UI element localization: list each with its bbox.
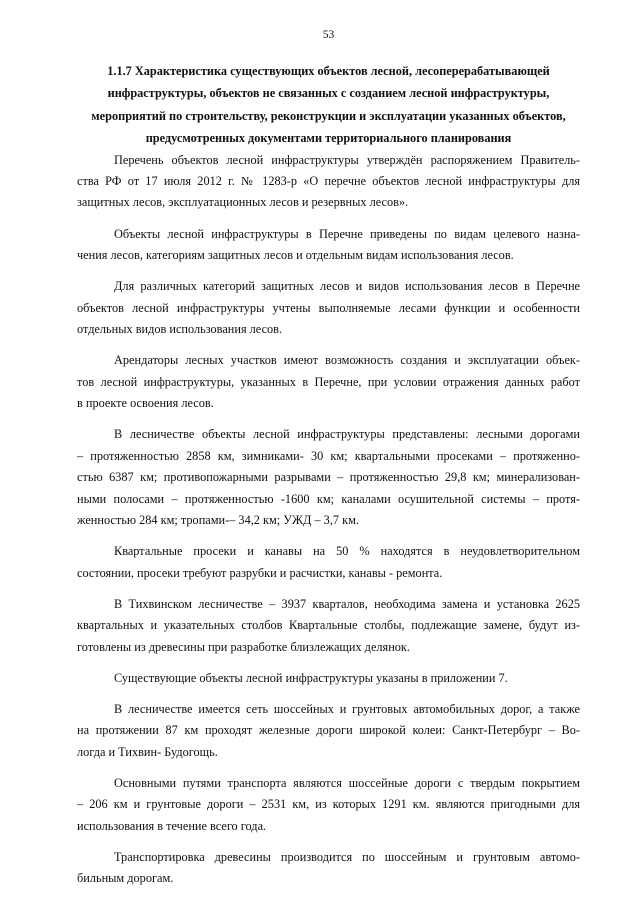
heading-line: предусмотренных документами территориального планирования <box>145 131 512 146</box>
heading-line: мероприятий по строительству, реконструкции и эксплуатации указанных объектов, <box>91 108 566 123</box>
paragraph <box>77 276 580 340</box>
page-number: 53 <box>322 29 335 41</box>
paragraph-line: защитных лесов, эксплуатационных лесов и резервных лесов». <box>77 195 409 210</box>
paragraph <box>77 699 580 763</box>
paragraph <box>77 668 580 689</box>
paragraph-line: ными полосами – протяженностью -1600 км; каналами осушительной системы – протя- <box>77 491 580 506</box>
paragraph-line: состоянии, просеки требуют разрубки и расчистки, канавы - ремонта. <box>77 565 443 580</box>
paragraph-line: В лесничестве имеется сеть шоссейных и грунтовых автомобильных дорог, а также <box>114 701 580 716</box>
paragraph-line: бильным дорогам. <box>77 871 174 886</box>
heading-line: 1.1.7 Характеристика существующих объектов лесной, лесоперерабатывающей <box>107 64 550 78</box>
paragraph-line: Арендаторы лесных участков имеют возможность создания и эксплуатации объек- <box>114 353 580 368</box>
paragraph-line: объектов лесной инфраструктуры учтены выполняемые лесами функции и особенности <box>77 300 580 315</box>
paragraph-line: на протяжении 87 км проходят железные дороги широкой колеи: Санкт-Петербург – Во- <box>77 723 580 738</box>
paragraph <box>77 847 580 890</box>
paragraph-line: Существующие объекты лесной инфраструктуры указаны в приложении 7. <box>114 670 508 685</box>
paragraph-line: логда и Тихвин- Будогощь. <box>77 744 218 759</box>
paragraph-line: использования в течение всего года. <box>77 818 267 833</box>
paragraph-line: Квартальные просеки и канавы на 50 % находятся в неудовлетворительном <box>114 544 580 559</box>
paragraph-line: Транспортировка древесины производится по шоссейным и грунтовым автомо- <box>114 849 580 864</box>
paragraph-line: отдельных видов использования лесов. <box>77 322 283 337</box>
paragraph-line: женностью 284 км; тропами-– 34,2 км; УЖД – 3,7 км. <box>77 512 359 527</box>
paragraph <box>77 150 580 214</box>
paragraph <box>77 594 580 658</box>
document-body <box>77 150 580 890</box>
paragraph-line: стью 6387 км; противопожарными разрывами – протяженностью 29,8 км; минерализован- <box>77 470 580 485</box>
paragraph <box>77 350 580 414</box>
paragraph <box>77 773 580 837</box>
paragraph-line: В лесничестве объекты лесной инфраструктуры представлены: лесными дорогами <box>114 427 580 442</box>
paragraph-line: ства РФ от 17 июля 2012 г. № 1283-р «О перечне объектов лесной инфраструктуры для <box>77 174 580 189</box>
paragraph <box>77 224 580 267</box>
heading-line: инфраструктуры, объектов не связанных с созданием лесной инфраструктуры, <box>107 86 550 101</box>
paragraph-line: квартальных и указательных столбов Квартальные столбы, подлежащие замене, будут из- <box>77 618 580 633</box>
paragraph-line: чения лесов, категориям защитных лесов и отдельным видам использования лесов. <box>77 248 514 263</box>
paragraph-line: готовлены из древесины при разработке близлежащих делянок. <box>77 639 410 654</box>
paragraph <box>77 541 580 584</box>
paragraph-line: – 206 км и грунтовые дороги – 2531 км, из которых 1291 км. являются пригодными для <box>77 797 580 812</box>
paragraph-line: Перечень объектов лесной инфраструктуры утверждён распоряжением Правитель- <box>114 152 580 167</box>
paragraph-line: в проекте освоения лесов. <box>77 396 214 411</box>
paragraph-line: Для различных категорий защитных лесов и видов использования лесов в Перечне <box>114 279 580 294</box>
paragraph-line: В Тихвинском лесничестве – 3937 кварталов, необходима замена и установка 2625 <box>114 596 580 611</box>
paragraph-line: тов лесной инфраструктуры, указанных в Перечне, при условии отражения данных работ <box>77 374 580 389</box>
paragraph-line: – протяженностью 2858 км, зимниками- 30 км; квартальными просеками – протяженно- <box>77 448 580 463</box>
paragraph-line: Объекты лесной инфраструктуры в Перечне приведены по видам целевого назна- <box>114 226 580 241</box>
paragraph-line: Основными путями транспорта являются шоссейные дороги с твердым покрытием <box>114 775 580 790</box>
section-heading <box>77 60 580 150</box>
paragraph <box>77 424 580 531</box>
